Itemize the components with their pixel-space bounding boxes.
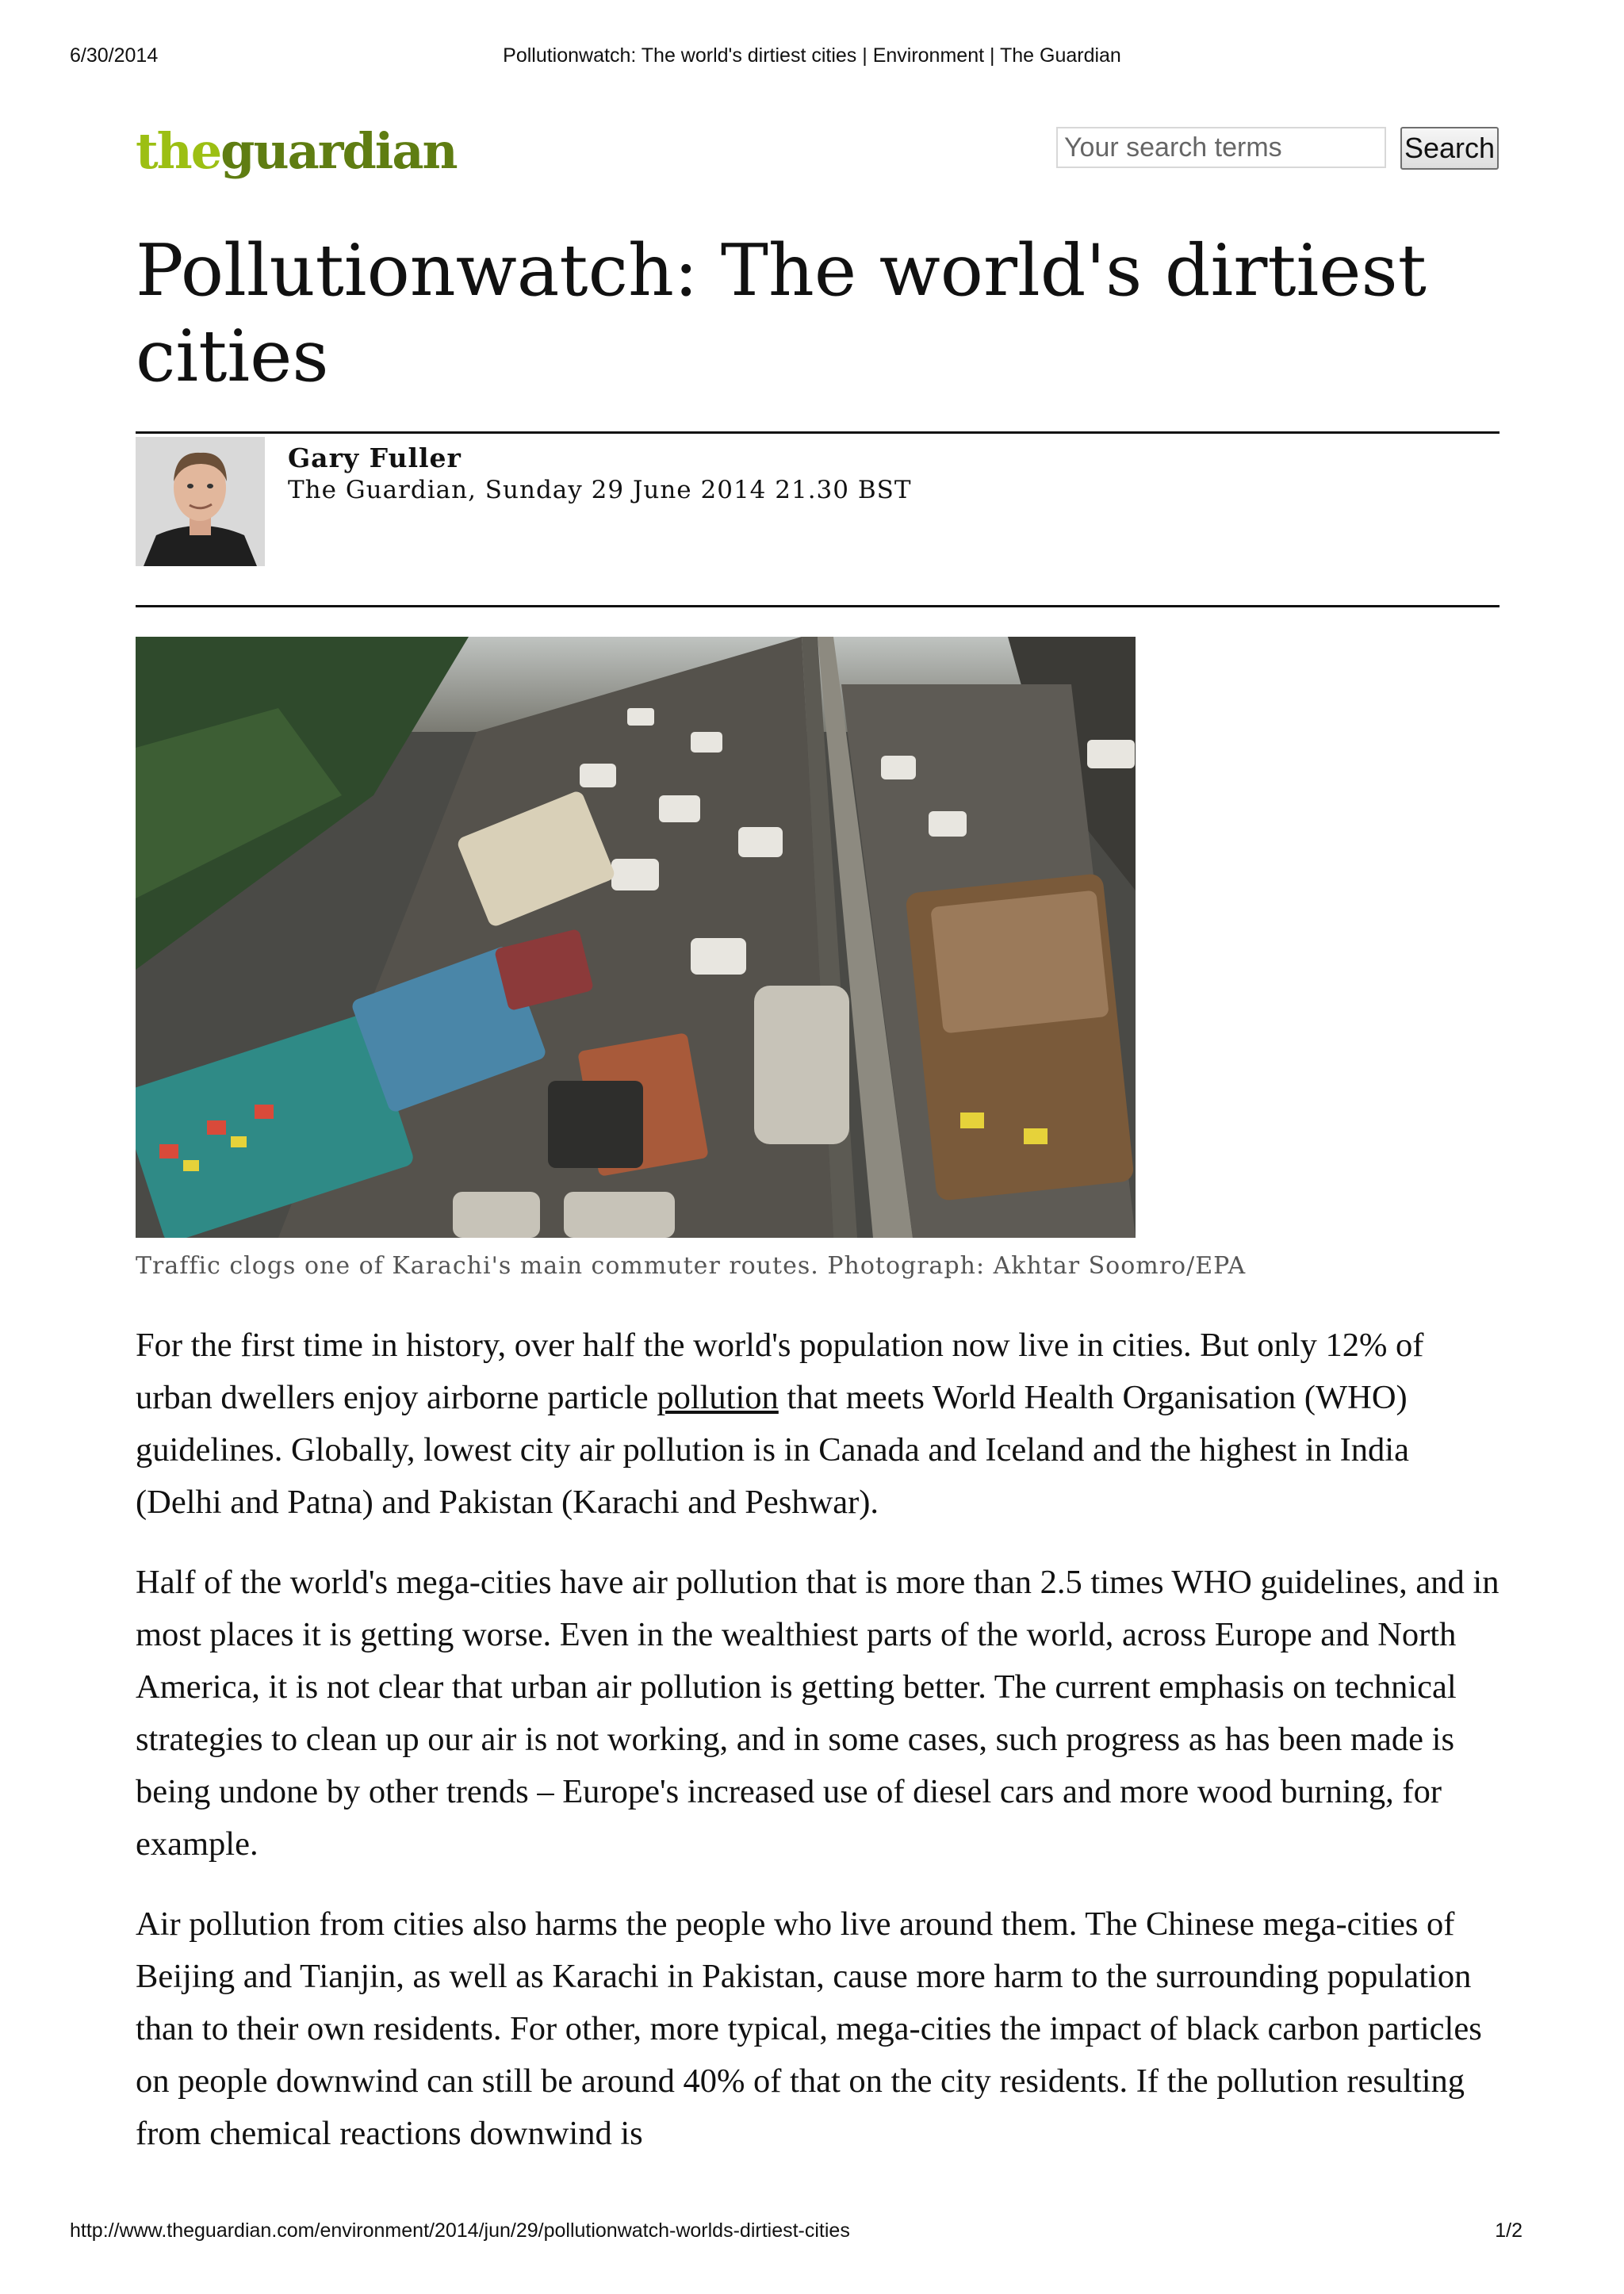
print-url: http://www.theguardian.com/environment/2014/jun/29/pollutionwatch-worlds-dirtiest-cities bbox=[70, 2219, 850, 2242]
author-name[interactable]: Gary Fuller bbox=[288, 442, 462, 473]
logo-the: the bbox=[136, 122, 221, 180]
search-button[interactable]: Search bbox=[1400, 127, 1499, 170]
search-input[interactable] bbox=[1056, 127, 1386, 168]
article-paragraph: Half of the world's mega-cities have air pollution that is more than 2.5 times WHO guidelines, and in most places it is getting worse. Even in the wealthiest parts of the world, across Europe and North America, it is not clear that urban air pollution is getting better. The current emphasis on technical strategies to clean up our air is not working, and in some cases, such progress as has been made is being undone by other trends – Europe's increased use of diesel cars and more wood burning, for example. bbox=[136, 1564, 1500, 1863]
article-paragraph bbox=[136, 1319, 1500, 1529]
paragraph-text: For the first time in history, over half the world's population now live in cities. But only 12% of urban dwellers enjoy airborne particle bbox=[136, 1327, 1424, 1416]
paragraph-text: that meets World Health Organisation (WHO) guidelines. Globally, lowest city air pollution is in Canada and Iceland and the highest in India (Delhi and Patna) and Pakistan (Karachi and Peshwar). bbox=[136, 1379, 1409, 1521]
article-dateline: The Guardian, Sunday 29 June 2014 21.30 BST bbox=[288, 476, 912, 504]
print-footer bbox=[70, 2219, 1554, 2251]
photo-caption: Traffic clogs one of Karachi's main commuter routes. Photograph: Akhtar Soomro/EPA bbox=[136, 1252, 1247, 1280]
article-body bbox=[136, 1319, 1500, 2188]
logo-guardian: guardian bbox=[220, 122, 457, 180]
byline-bottom-rule bbox=[136, 605, 1500, 607]
print-header bbox=[70, 44, 1554, 76]
page-number: 1/2 bbox=[1495, 2219, 1522, 2242]
article-paragraph: Air pollution from cities also harms the people who live around them. The Chinese mega-cities of Beijing and Tianjin, as well as Karachi in Pakistan, cause more harm to the surrounding population than to their own residents. For other, more typical, mega-cities the impact of black carbon particles on people downwind can still be around 40% of that on the city residents. If the pollution resulting from chemical reactions downwind is bbox=[136, 1905, 1482, 2152]
print-date: 6/30/2014 bbox=[70, 44, 159, 67]
print-page-title: Pollutionwatch: The world's dirtiest cities | Environment | The Guardian bbox=[503, 44, 1121, 67]
author-photo bbox=[136, 437, 265, 566]
byline-top-rule bbox=[136, 431, 1500, 434]
traffic-photo bbox=[136, 637, 1136, 1238]
pollution-link[interactable]: pollution bbox=[657, 1379, 779, 1416]
article-headline: Pollutionwatch: The world's dirtiest cities bbox=[136, 229, 1427, 398]
guardian-logo[interactable] bbox=[136, 122, 457, 180]
